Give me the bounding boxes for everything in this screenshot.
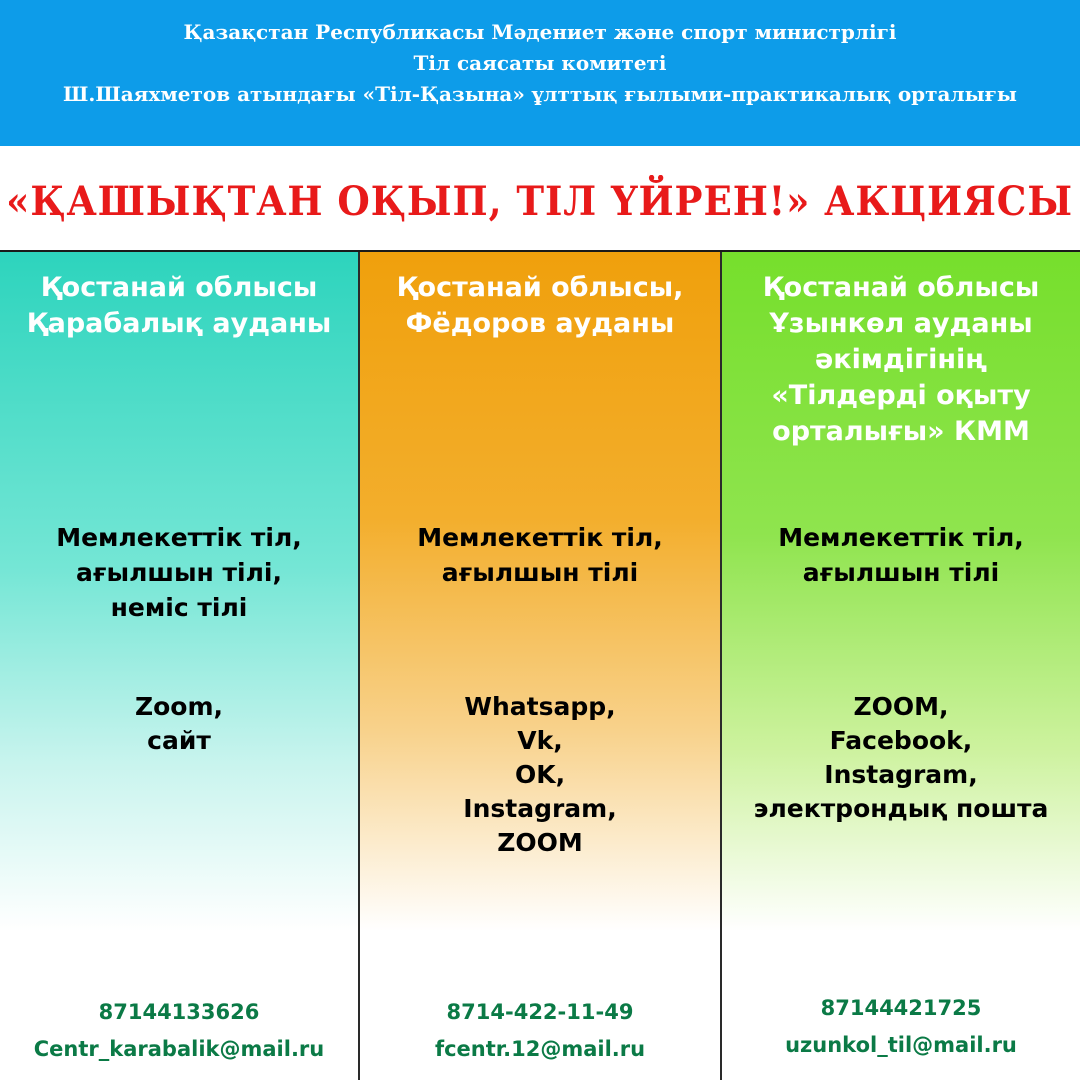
region-line: Қостанай облысы xyxy=(40,272,318,303)
region-name xyxy=(360,270,720,342)
phone-number: 87144133626 xyxy=(98,1000,260,1024)
region-line: Қарабалық ауданы xyxy=(26,308,332,339)
column-uzunkol xyxy=(722,252,1080,1080)
language-item: ағылшын тілі xyxy=(802,558,1000,587)
phone-number: 87144421725 xyxy=(820,996,982,1020)
platform-item: сайт xyxy=(147,726,211,755)
region-line: Фёдоров ауданы xyxy=(405,308,675,339)
region-line: Қостанай облысы xyxy=(762,272,1040,303)
title-band xyxy=(0,146,1080,250)
platforms-list xyxy=(0,690,358,758)
platform-item: OK, xyxy=(514,760,566,789)
contacts xyxy=(360,994,720,1068)
contacts xyxy=(0,994,358,1068)
campaign-title: «ҚАШЫҚТАН ОҚЫП, ТІЛ ҮЙРЕН!» АКЦИЯСЫ xyxy=(6,177,1074,225)
email-address: fcentr.12@mail.ru xyxy=(434,1037,646,1061)
platform-item: ZOOM xyxy=(497,828,583,857)
header-line-ministry: Қазақстан Республикасы Мәдениет және спорт министрлігі xyxy=(183,20,897,44)
column-fedorov xyxy=(360,252,722,1080)
header-banner xyxy=(0,0,1080,146)
platform-item: Instagram, xyxy=(824,760,978,789)
platform-item: Whatsapp, xyxy=(464,692,616,721)
region-line: «Тілдерді оқыту xyxy=(771,380,1031,411)
platform-item: электрондық пошта xyxy=(753,794,1049,823)
region-line: Ұзынкөл ауданы xyxy=(769,308,1033,339)
languages-list xyxy=(0,520,358,625)
columns-container xyxy=(0,250,1080,1080)
header-line-center: Ш.Шаяхметов атындағы «Тіл-Қазына» ұлттық ғылыми-практикалық орталығы xyxy=(63,82,1017,106)
platform-item: Facebook, xyxy=(829,726,973,755)
column-karabalyk xyxy=(0,252,360,1080)
platform-item: Zoom, xyxy=(134,692,224,721)
platform-item: ZOOM, xyxy=(853,692,949,721)
language-item: неміс тілі xyxy=(110,593,248,622)
email-address: Centr_karabalik@mail.ru xyxy=(33,1037,325,1061)
languages-list xyxy=(360,520,720,590)
language-item: Мемлекеттік тіл, xyxy=(417,523,663,552)
platform-item: Vk, xyxy=(517,726,563,755)
region-line: әкімдігінің xyxy=(814,344,988,375)
region-line: Қостанай облысы, xyxy=(396,272,684,303)
region-name xyxy=(722,270,1080,450)
contacts xyxy=(722,990,1080,1064)
language-item: Мемлекеттік тіл, xyxy=(56,523,302,552)
platforms-list xyxy=(722,690,1080,826)
platforms-list xyxy=(360,690,720,860)
header-line-committee: Тіл саясаты комитеті xyxy=(413,51,667,75)
language-item: ағылшын тілі, xyxy=(76,558,282,587)
region-name xyxy=(0,270,358,342)
platform-item: Instagram, xyxy=(463,794,617,823)
email-address: uzunkol_til@mail.ru xyxy=(785,1033,1017,1057)
region-line: орталығы» КММ xyxy=(772,416,1030,447)
language-item: ағылшын тілі xyxy=(441,558,639,587)
phone-number: 8714-422-11-49 xyxy=(446,1000,634,1024)
language-item: Мемлекеттік тіл, xyxy=(778,523,1024,552)
languages-list xyxy=(722,520,1080,590)
